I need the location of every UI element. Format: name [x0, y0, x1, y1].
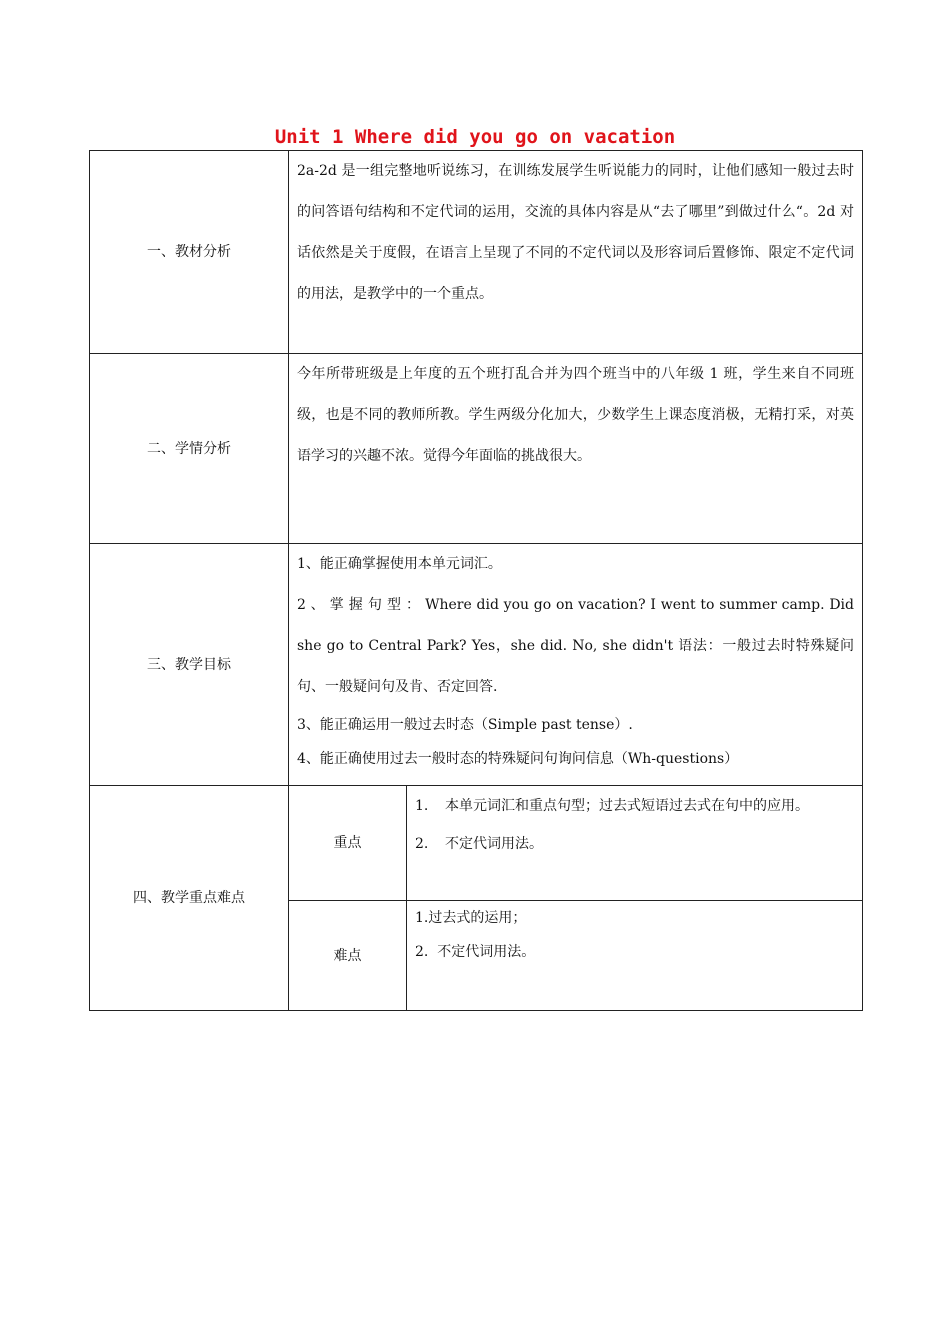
cell-difficult-points: [407, 901, 863, 1011]
cell-teaching-goals: [289, 544, 863, 786]
label-key-points: 重点: [289, 786, 407, 901]
goal-item-1: 1、能正确掌握使用本单元词汇。: [297, 556, 502, 572]
label-difficult-points: 难点: [289, 901, 407, 1011]
key-item-1-number: 1.: [415, 798, 429, 814]
key-points-list: [415, 786, 854, 861]
label-student-analysis: 二、学情分析: [90, 354, 289, 544]
list-item: [415, 827, 854, 861]
cell-textbook-analysis: [289, 151, 863, 354]
page-title: Unit 1 Where did you go on vacation: [274, 126, 676, 148]
goal-item-2: 2 、 掌 握 句 型 ： Where did you go on vacation? I went to summer camp. Did she go to Central Park? Yes，she did. No, she didn't 语法：一般过去时特殊疑问句、一般疑问句及肯、否定回答.: [297, 597, 854, 695]
cell-student-analysis: [289, 354, 863, 544]
key-item-2-number: 2.: [415, 836, 429, 852]
key-item-2: 不定代词用法。: [445, 836, 543, 852]
goal-item-4: 4、能正确使用过去一般时态的特殊疑问句询问信息（Wh-questions）: [297, 751, 739, 767]
difficult-item-2: 2. 不定代词用法。: [415, 944, 536, 960]
row-student-analysis: [90, 354, 863, 544]
label-teaching-goals: 三、教学目标: [90, 544, 289, 786]
key-item-1: 本单元词汇和重点句型；过去式短语过去式在句中的应用。: [445, 798, 809, 814]
row-key-points: [90, 786, 863, 901]
goal-item-3: 3、能正确运用一般过去时态（Simple past tense）.: [297, 717, 633, 733]
row-teaching-goals: [90, 544, 863, 786]
list-item: [415, 786, 854, 827]
text-textbook-analysis: 2a-2d 是一组完整地听说练习，在训练发展学生听说能力的同时，让他们感知一般过去时的问答语句结构和不定代词的运用，交流的具体内容是从“去了哪里”到做过什么“。2d 对话依然是关于度假，在语言上呈现了不同的不定代词以及形容词后置修饰、限定不定代词的用法，是教学中的一个重点。: [297, 163, 854, 302]
cell-key-points: [407, 786, 863, 901]
label-key-difficult-points: 四、教学重点难点: [90, 786, 289, 1011]
difficult-item-1: 1.过去式的运用；: [415, 910, 527, 926]
label-textbook-analysis: 一、教材分析: [90, 151, 289, 354]
lesson-plan-table: [89, 150, 863, 1011]
row-textbook-analysis: [90, 151, 863, 354]
text-student-analysis: 今年所带班级是上年度的五个班打乱合并为四个班当中的八年级 1 班，学生来自不同班级，也是不同的教师所教。学生两级分化加大，少数学生上课态度消极，无精打采，对英语学习的兴趣不浓。觉得今年面临的挑战很大。: [297, 366, 854, 464]
